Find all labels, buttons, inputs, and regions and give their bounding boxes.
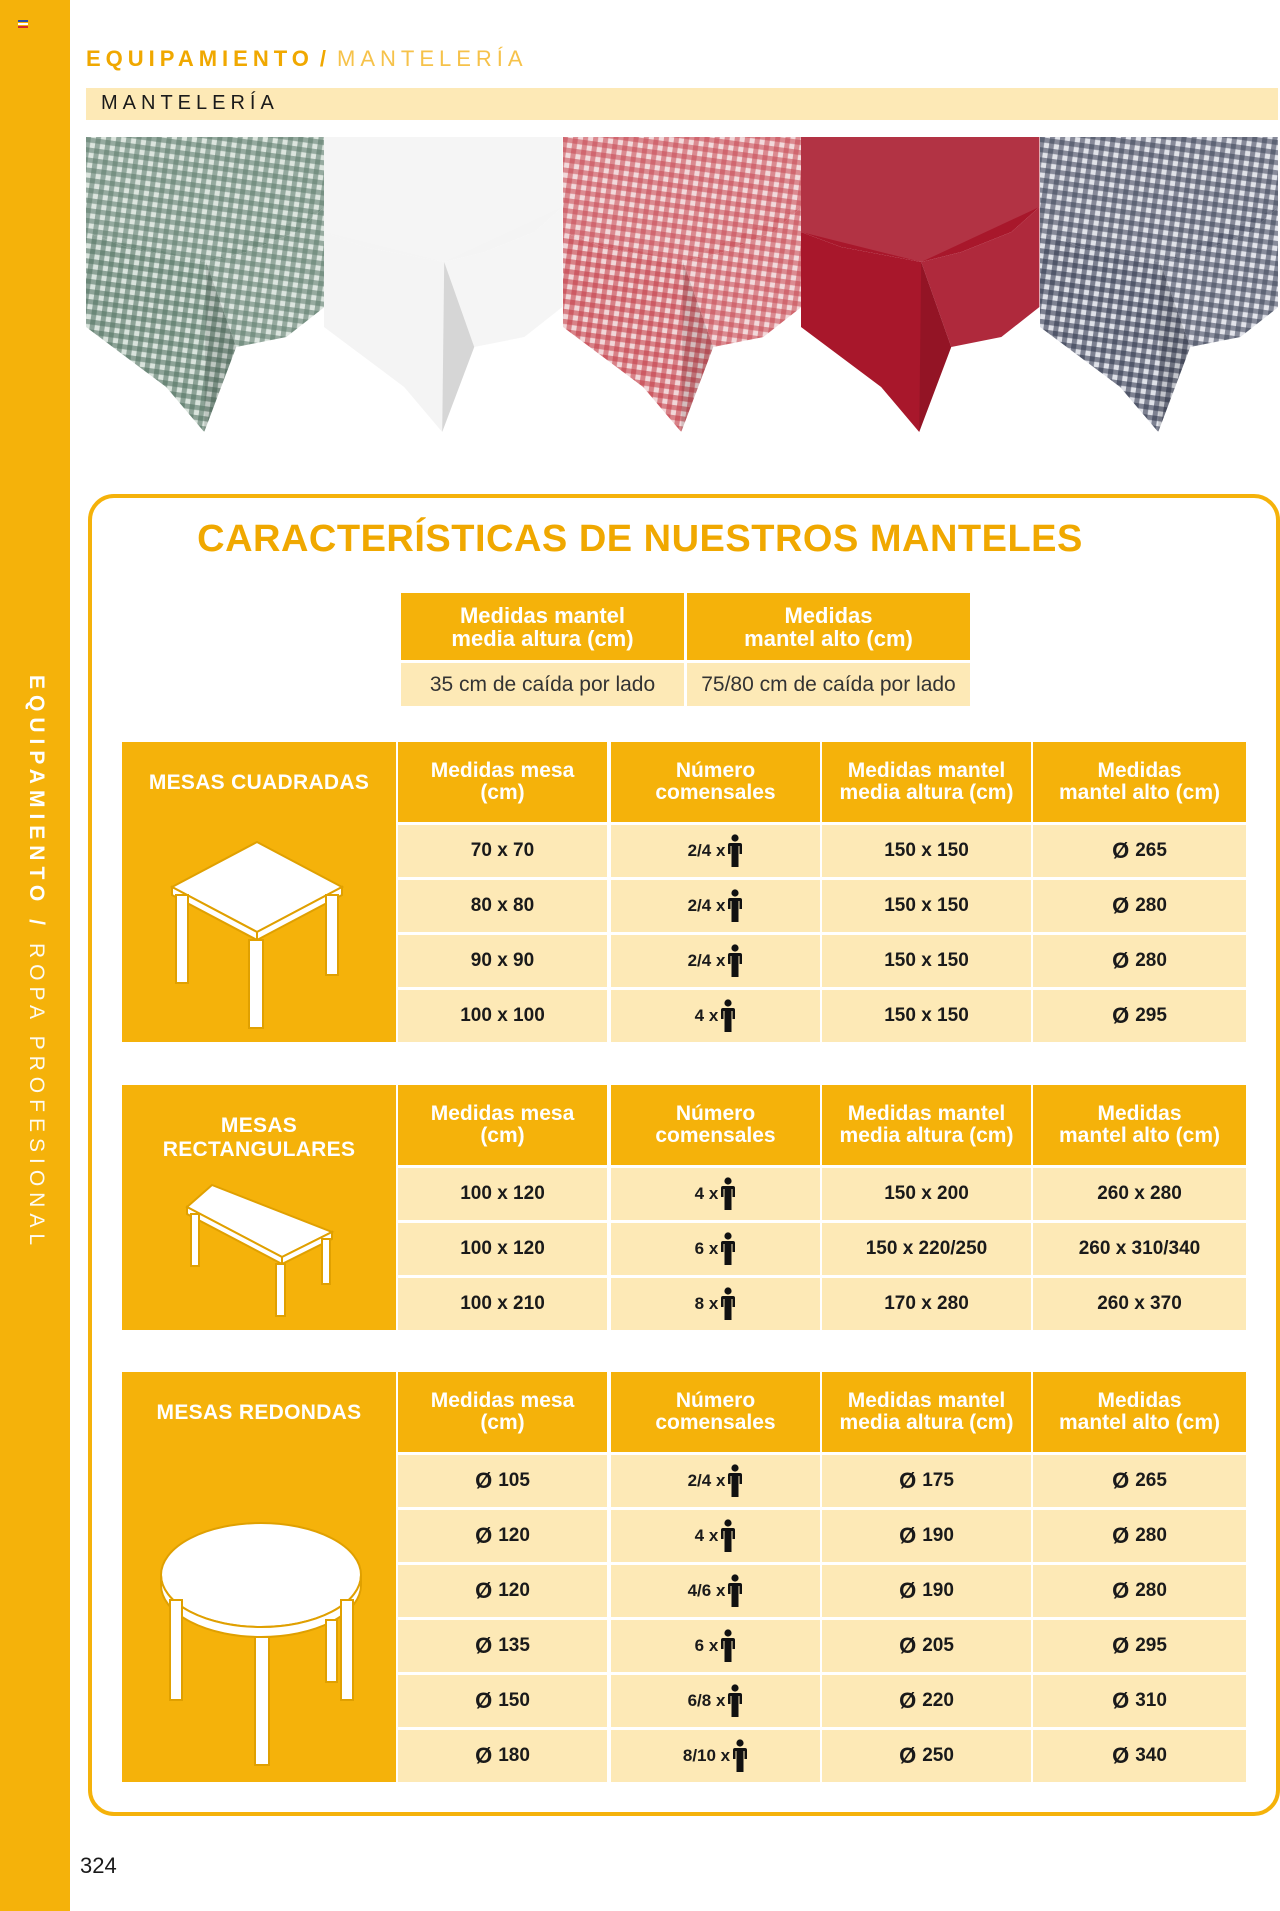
group-label-box	[122, 1085, 396, 1330]
column-header: Número comensales	[611, 1372, 820, 1452]
table-cell-full	[1033, 935, 1246, 987]
tablecloth-image	[801, 137, 1039, 442]
cell-value: 150 x 150	[884, 1005, 969, 1026]
table-cell-table	[398, 880, 607, 932]
diameter-symbol: Ø	[1112, 893, 1130, 918]
table-cell-diners	[611, 1675, 820, 1727]
cell-value: 105	[498, 1470, 530, 1491]
page-number: 324	[80, 1853, 117, 1878]
summary-value-half: 35 cm de caída por lado	[401, 660, 684, 706]
diners-count: 4 x	[694, 1006, 719, 1025]
person-icon	[720, 1519, 736, 1553]
square-table-icon	[162, 832, 352, 1032]
column-header: Medidas mesa (cm)	[398, 1372, 607, 1452]
table-cell-table	[398, 1675, 607, 1727]
diameter-symbol: Ø	[475, 1743, 493, 1768]
diameter-symbol: Ø	[475, 1578, 493, 1603]
diameter-symbol: Ø	[475, 1523, 493, 1548]
cell-value: 170 x 280	[884, 1293, 969, 1314]
diners-count: 6 x	[694, 1636, 719, 1655]
breadcrumb-category: EQUIPAMIENTO	[86, 46, 314, 71]
column-header: Medidas mesa (cm)	[398, 1085, 607, 1165]
table-cell-half	[822, 1455, 1031, 1507]
person-icon	[727, 1574, 743, 1608]
tablecloth-image	[1040, 137, 1278, 442]
table-cell-table	[398, 990, 607, 1042]
group-mesas-redondas	[122, 1372, 1246, 1782]
group-label-box	[122, 1372, 396, 1782]
person-icon	[727, 944, 743, 978]
diameter-symbol: Ø	[899, 1468, 917, 1493]
table-cell-diners	[611, 1455, 820, 1507]
cell-value: 265	[1135, 1470, 1167, 1491]
cell-value: 280	[1135, 895, 1167, 916]
flag-icon	[18, 20, 28, 28]
person-icon	[727, 889, 743, 923]
table-cell-half	[822, 825, 1031, 877]
diameter-symbol: Ø	[475, 1468, 493, 1493]
group-mesas-cuadradas	[122, 742, 1246, 1042]
group-label: MESAS RECTANGULARES	[162, 1114, 356, 1161]
table-cell-table	[398, 1730, 607, 1782]
table-cell-half	[822, 1223, 1031, 1275]
breadcrumb-subcategory: MANTELERÍA	[337, 46, 528, 71]
table-cell-table	[398, 1223, 607, 1275]
person-icon	[727, 1684, 743, 1718]
person-icon	[727, 1574, 743, 1608]
table-cell-diners	[611, 880, 820, 932]
photo-white	[324, 137, 562, 442]
diameter-symbol: Ø	[1112, 1688, 1130, 1713]
cell-value: 135	[498, 1635, 530, 1656]
diameter-symbol: Ø	[899, 1688, 917, 1713]
person-icon	[720, 999, 736, 1033]
person-icon	[727, 889, 743, 923]
group-label: MESAS REDONDAS	[156, 1401, 362, 1424]
cell-value: 100 x 120	[460, 1238, 545, 1259]
cell-value: 150 x 150	[884, 950, 969, 971]
table-cell-full	[1033, 1278, 1246, 1330]
table-cell-full	[1033, 990, 1246, 1042]
person-icon	[720, 1519, 736, 1553]
cell-value: 150 x 200	[884, 1183, 969, 1204]
table-cell-half	[822, 935, 1031, 987]
summary-table	[398, 593, 973, 706]
diameter-symbol: Ø	[899, 1578, 917, 1603]
table-cell-diners	[611, 1223, 820, 1275]
cell-value: 260 x 370	[1097, 1293, 1182, 1314]
table-cell-full	[1033, 1620, 1246, 1672]
person-icon	[720, 1287, 736, 1321]
photo-red-gingham	[563, 137, 801, 442]
summary-value-full: 75/80 cm de caída por lado	[687, 660, 970, 706]
person-icon	[727, 944, 743, 978]
tablecloth-image	[324, 137, 562, 442]
sidebar-subcategory: ROPA PROFESIONAL	[25, 942, 48, 1251]
rectangular-table-icon	[182, 1177, 342, 1317]
sidebar-category: EQUIPAMIENTO	[25, 675, 48, 908]
person-icon	[720, 1287, 736, 1321]
cell-value: 150 x 150	[884, 840, 969, 861]
column-header: Número comensales	[611, 1085, 820, 1165]
diameter-symbol: Ø	[1112, 1578, 1130, 1603]
diners-count: 2/4 x	[687, 951, 726, 970]
cell-value: 295	[1135, 1005, 1167, 1026]
cell-value: 120	[498, 1580, 530, 1601]
diners-count: 2/4 x	[687, 841, 726, 860]
column-header: Medidas mantel alto (cm)	[1033, 742, 1246, 822]
column-header: Medidas mantel alto (cm)	[1033, 1085, 1246, 1165]
cell-value: 260 x 310/340	[1078, 1238, 1201, 1259]
group-mesas-rectangulares	[122, 1085, 1246, 1330]
diameter-symbol: Ø	[475, 1633, 493, 1658]
diners-count: 8 x	[694, 1294, 719, 1313]
table-cell-half	[822, 880, 1031, 932]
person-icon	[727, 1464, 743, 1498]
table-cell-half	[822, 1278, 1031, 1330]
table-cell-table	[398, 1455, 607, 1507]
cell-value: 175	[922, 1470, 954, 1491]
tablecloth-photos	[86, 137, 1278, 442]
round-table-icon	[156, 1520, 366, 1770]
table-cell-table	[398, 825, 607, 877]
person-icon	[727, 834, 743, 868]
table-cell-diners	[611, 1510, 820, 1562]
cell-value: 100 x 100	[460, 1005, 545, 1026]
table-cell-full	[1033, 1510, 1246, 1562]
table-cell-diners	[611, 935, 820, 987]
table-cell-table	[398, 1278, 607, 1330]
cell-value: 100 x 210	[460, 1293, 545, 1314]
cell-value: 150 x 220/250	[865, 1238, 988, 1259]
diners-count: 2/4 x	[687, 896, 726, 915]
breadcrumb	[86, 46, 528, 72]
table-cell-full	[1033, 880, 1246, 932]
group-label-box	[122, 742, 396, 1042]
cell-value: 280	[1135, 1580, 1167, 1601]
photo-navy-gingham	[1040, 137, 1278, 442]
table-cell-full	[1033, 1168, 1246, 1220]
table-cell-diners	[611, 1620, 820, 1672]
section-title: MANTELERÍA	[101, 92, 279, 114]
summary-header-full: Medidas mantel alto (cm)	[687, 593, 970, 660]
cell-value: 150	[498, 1690, 530, 1711]
cell-value: 190	[922, 1525, 954, 1546]
diners-count: 4 x	[694, 1526, 719, 1545]
table-cell-diners	[611, 825, 820, 877]
table-cell-half	[822, 1565, 1031, 1617]
person-icon	[720, 1232, 736, 1266]
table-cell-half	[822, 1730, 1031, 1782]
table-cell-diners	[611, 1565, 820, 1617]
cell-value: 340	[1135, 1745, 1167, 1766]
diners-count: 4/6 x	[687, 1581, 726, 1600]
person-icon	[732, 1739, 748, 1773]
person-icon	[727, 834, 743, 868]
person-icon	[720, 1629, 736, 1663]
table-cell-table	[398, 1168, 607, 1220]
cell-value: 260 x 280	[1097, 1183, 1182, 1204]
person-icon	[732, 1739, 748, 1773]
diameter-symbol: Ø	[899, 1743, 917, 1768]
diameter-symbol: Ø	[1112, 838, 1130, 863]
tablecloth-image	[86, 137, 324, 442]
person-icon	[720, 1177, 736, 1211]
diners-count: 2/4 x	[687, 1471, 726, 1490]
person-icon	[720, 1629, 736, 1663]
column-header: Medidas mantel alto (cm)	[1033, 1372, 1246, 1452]
cell-value: 310	[1135, 1690, 1167, 1711]
diameter-symbol: Ø	[1112, 1468, 1130, 1493]
diameter-symbol: Ø	[475, 1688, 493, 1713]
photo-red	[801, 137, 1039, 442]
cell-value: 205	[922, 1635, 954, 1656]
table-cell-half	[822, 1675, 1031, 1727]
card-title: CARACTERÍSTICAS DE NUESTROS MANTELES	[197, 518, 1083, 560]
diameter-symbol: Ø	[1112, 1003, 1130, 1028]
diners-count: 6 x	[694, 1239, 719, 1258]
diners-count: 6/8 x	[687, 1691, 726, 1710]
person-icon	[720, 999, 736, 1033]
table-cell-diners	[611, 1730, 820, 1782]
column-header: Medidas mantel media altura (cm)	[822, 1085, 1031, 1165]
sidebar	[0, 0, 70, 1911]
table-cell-half	[822, 1168, 1031, 1220]
table-cell-table	[398, 935, 607, 987]
group-label: MESAS CUADRADAS	[148, 771, 370, 794]
table-cell-diners	[611, 1168, 820, 1220]
cell-value: 70 x 70	[470, 840, 535, 861]
table-cell-full	[1033, 1455, 1246, 1507]
table-cell-half	[822, 1620, 1031, 1672]
column-header: Medidas mantel media altura (cm)	[822, 1372, 1031, 1452]
diners-count: 8/10 x	[682, 1746, 731, 1765]
cell-value: 80 x 80	[470, 895, 535, 916]
cell-value: 280	[1135, 1525, 1167, 1546]
cell-value: 190	[922, 1580, 954, 1601]
table-cell-table	[398, 1620, 607, 1672]
table-cell-half	[822, 990, 1031, 1042]
cell-value: 180	[498, 1745, 530, 1766]
cell-value: 295	[1135, 1635, 1167, 1656]
person-icon	[720, 1177, 736, 1211]
table-cell-full	[1033, 825, 1246, 877]
summary-header-half: Medidas mantel media altura (cm)	[401, 593, 684, 660]
table-cell-half	[822, 1510, 1031, 1562]
sidebar-vertical-title	[24, 675, 48, 1251]
table-cell-diners	[611, 990, 820, 1042]
table-cell-full	[1033, 1730, 1246, 1782]
table-cell-full	[1033, 1675, 1246, 1727]
cell-value: 265	[1135, 840, 1167, 861]
person-icon	[727, 1684, 743, 1718]
cell-value: 100 x 120	[460, 1183, 545, 1204]
column-header: Medidas mantel media altura (cm)	[822, 742, 1031, 822]
table-cell-table	[398, 1565, 607, 1617]
cell-value: 90 x 90	[470, 950, 535, 971]
diameter-symbol: Ø	[1112, 1633, 1130, 1658]
person-icon	[720, 1232, 736, 1266]
tablecloth-image	[563, 137, 801, 442]
table-cell-table	[398, 1510, 607, 1562]
diners-count: 4 x	[694, 1184, 719, 1203]
diameter-symbol: Ø	[1112, 1743, 1130, 1768]
diameter-symbol: Ø	[899, 1523, 917, 1548]
cell-value: 220	[922, 1690, 954, 1711]
diameter-symbol: Ø	[899, 1633, 917, 1658]
table-cell-full	[1033, 1565, 1246, 1617]
sidebar-separator: /	[25, 919, 48, 931]
photo-green-gingham	[86, 137, 324, 442]
cell-value: 280	[1135, 950, 1167, 971]
column-header: Número comensales	[611, 742, 820, 822]
table-cell-full	[1033, 1223, 1246, 1275]
cell-value: 120	[498, 1525, 530, 1546]
diameter-symbol: Ø	[1112, 948, 1130, 973]
person-icon	[727, 1464, 743, 1498]
table-cell-diners	[611, 1278, 820, 1330]
column-header: Medidas mesa (cm)	[398, 742, 607, 822]
cell-value: 250	[922, 1745, 954, 1766]
breadcrumb-separator: /	[319, 46, 331, 71]
diameter-symbol: Ø	[1112, 1523, 1130, 1548]
section-band	[86, 88, 1278, 120]
cell-value: 150 x 150	[884, 895, 969, 916]
